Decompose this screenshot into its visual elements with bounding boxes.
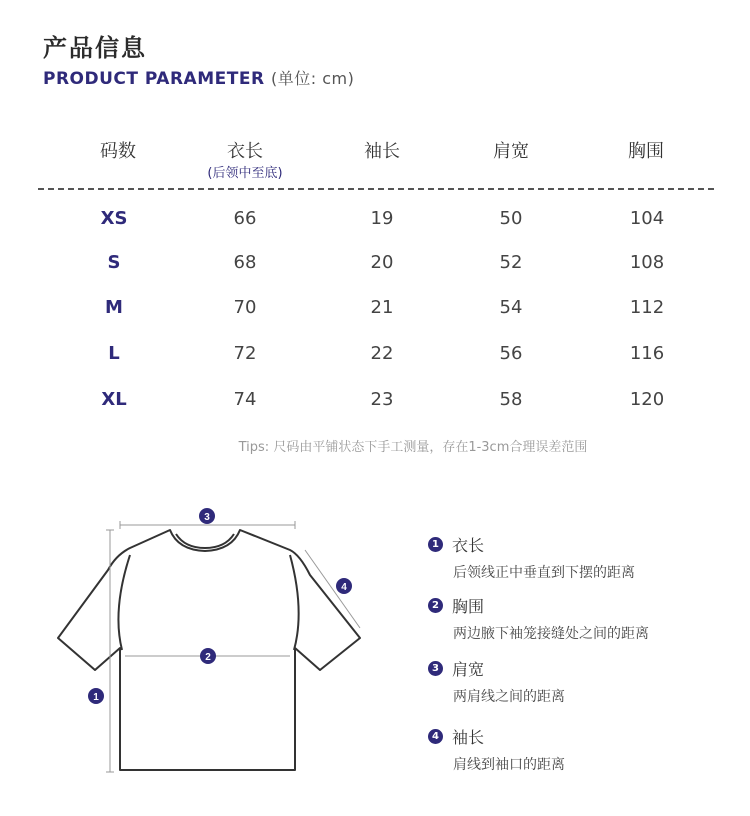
page-subtitle <box>43 66 354 89</box>
cell-chest: 104 <box>629 208 665 229</box>
svg-text:2: 2 <box>205 652 211 663</box>
legend-number-icon: 1 <box>428 537 443 552</box>
cell-length: 72 <box>233 343 257 364</box>
legend-title: 衣长 <box>452 536 485 555</box>
svg-text:1: 1 <box>93 692 99 703</box>
col-header-length-note: (后领中至底) <box>207 166 283 181</box>
cell-size: XL <box>101 389 127 410</box>
tshirt-diagram <box>50 500 380 785</box>
col-header-sleeve: 袖长 <box>364 141 400 162</box>
cell-shoulder: 54 <box>499 297 523 318</box>
legend-desc: 后领线正中垂直到下摆的距离 <box>453 565 635 581</box>
cell-length: 74 <box>233 389 257 410</box>
cell-sleeve: 21 <box>370 297 394 318</box>
cell-chest: 120 <box>629 389 665 410</box>
marker-4 <box>336 578 352 594</box>
legend-item-length <box>428 533 635 582</box>
legend-number-icon: 4 <box>428 729 443 744</box>
legend-item-shoulder <box>428 657 565 706</box>
legend-desc: 两边腋下袖笼接缝处之间的距离 <box>453 626 649 642</box>
legend-title: 胸围 <box>452 597 485 616</box>
cell-shoulder: 58 <box>499 389 523 410</box>
legend-number-icon: 2 <box>428 598 443 613</box>
measure-guides <box>106 521 360 772</box>
col-header-length: 衣长 <box>227 141 263 162</box>
cell-shoulder: 50 <box>499 208 523 229</box>
col-header-shoulder: 肩宽 <box>493 141 529 162</box>
svg-text:3: 3 <box>204 512 210 523</box>
cell-size: S <box>107 252 121 273</box>
cell-shoulder: 56 <box>499 343 523 364</box>
legend-item-sleeve <box>428 725 565 774</box>
col-header-size: 码数 <box>100 141 136 162</box>
page-title: 产品信息 <box>43 34 147 62</box>
cell-length: 66 <box>233 208 257 229</box>
legend-desc: 两肩线之间的距离 <box>453 689 565 705</box>
cell-chest: 108 <box>629 252 665 273</box>
col-header-chest: 胸围 <box>628 141 664 162</box>
cell-size: L <box>108 343 120 364</box>
legend-title: 袖长 <box>452 728 485 747</box>
cell-length: 70 <box>233 297 257 318</box>
legend-item-chest <box>428 594 649 643</box>
legend-number-icon: 3 <box>428 661 443 676</box>
svg-text:4: 4 <box>341 582 347 593</box>
unit-label: (单位: cm) <box>270 69 355 88</box>
cell-chest: 112 <box>629 297 665 318</box>
legend-title: 肩宽 <box>452 660 485 679</box>
table-divider <box>38 188 714 190</box>
cell-sleeve: 19 <box>370 208 394 229</box>
cell-sleeve: 20 <box>370 252 394 273</box>
subtitle-en: PRODUCT PARAMETER <box>43 69 265 89</box>
legend-desc: 肩线到袖口的距离 <box>453 757 565 773</box>
cell-shoulder: 52 <box>499 252 523 273</box>
cell-size: M <box>105 297 123 318</box>
cell-sleeve: 23 <box>370 389 394 410</box>
cell-chest: 116 <box>629 343 665 364</box>
marker-1 <box>88 688 104 704</box>
marker-2 <box>200 648 216 664</box>
cell-length: 68 <box>233 252 257 273</box>
cell-size: XS <box>100 208 128 229</box>
marker-3 <box>199 508 215 524</box>
tips-note: Tips: 尺码由平铺状态下手工测量，存在1-3cm合理误差范围 <box>238 440 588 455</box>
cell-sleeve: 22 <box>370 343 394 364</box>
